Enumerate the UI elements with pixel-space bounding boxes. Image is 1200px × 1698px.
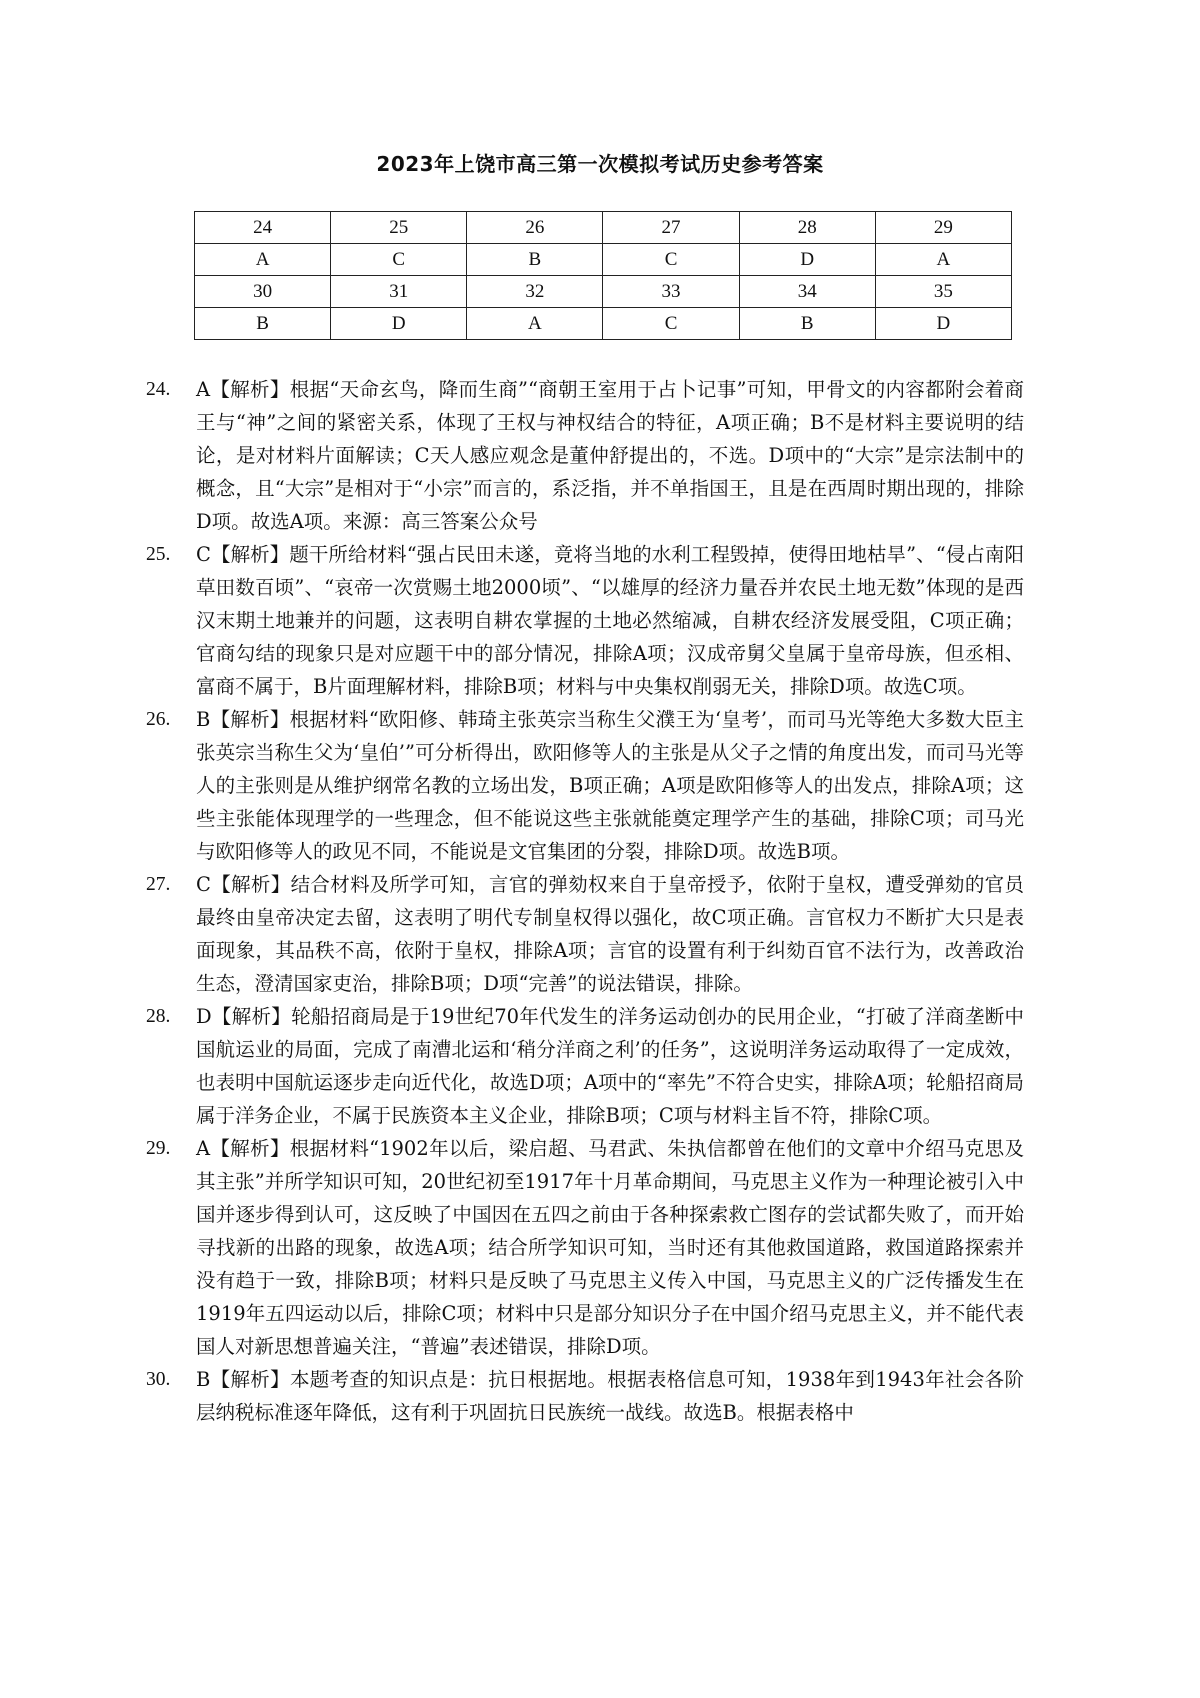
answer-row: [195, 244, 1012, 276]
question-number-cell: 29: [875, 212, 1011, 244]
question-number-cell: 27: [603, 212, 739, 244]
answer-cell: A: [195, 244, 331, 276]
answer-table-body: [195, 212, 1012, 340]
question-number-cell: 35: [875, 276, 1011, 308]
answer-cell: C: [603, 244, 739, 276]
question-number: 26.: [146, 709, 171, 730]
answer-cell: C: [603, 308, 739, 340]
explanation-item: [146, 538, 1024, 703]
question-number: 28.: [146, 1006, 171, 1027]
question-number: 25.: [146, 544, 171, 565]
explanation-item: [146, 373, 1024, 538]
question-number: 30.: [146, 1369, 171, 1390]
question-number: 24.: [146, 379, 171, 400]
question-number-cell: 32: [467, 276, 603, 308]
explanation-item: [146, 868, 1024, 1000]
answer-cell: B: [739, 308, 875, 340]
answer-cell: A: [875, 244, 1011, 276]
question-number-cell: 30: [195, 276, 331, 308]
explanation-item: [146, 703, 1024, 868]
answer-cell: B: [467, 244, 603, 276]
explanation-text: C【解析】题干所给材料“强占民田未遂，竟将当地的水利工程毁掉，使得田地枯旱”、“侵占南阳草田数百顷”、“哀帝一次赏赐土地2000顷”、“以雄厚的经济力量吞并农民土地无数”体现的是西汉末期土地兼并的问题，这表明自耕农掌握的土地必然缩减，自耕农经济发展受阻，C项正确；官商勾结的现象只是对应题干中的部分情况，排除A项；汉成帝舅父皇属于皇帝母族，但丞相、富商不属于，B片面理解材料，排除B项；材料与中央集权削弱无关，排除D项。故选C项。: [196, 543, 1024, 698]
answer-cell: D: [739, 244, 875, 276]
explanation-text: C【解析】结合材料及所学可知，言官的弹劾权来自于皇帝授予，依附于皇权，遭受弹劾的官员最终由皇帝决定去留，这表明了明代专制皇权得以强化，故C项正确。言官权力不断扩大只是表面现象，其品秩不高，依附于皇权，排除A项；言官的设置有利于纠劾百官不法行为，改善政治生态，澄清国家吏治，排除B项；D项“完善”的说法错误，排除。: [196, 873, 1024, 995]
explanation-text: A【解析】根据材料“1902年以后，梁启超、马君武、朱执信都曾在他们的文章中介绍马克思及其主张”并所学知识可知，20世纪初至1917年十月革命期间，马克思主义作为一种理论被引入中国并逐步得到认可，这反映了中国因在五四之前由于各种探索救亡图存的尝试都失败了，而开始寻找新的出路的现象，故选A项；结合所学知识可知，当时还有其他救国道路，救国道路探索并没有趋于一致，排除B项；材料只是反映了马克思主义传入中国，马克思主义的广泛传播发生在1919年五四运动以后，排除C项；材料中只是部分知识分子在中国介绍马克思主义，并不能代表国人对新思想普遍关注，“普遍”表述错误，排除D项。: [196, 1137, 1024, 1358]
question-number-cell: 34: [739, 276, 875, 308]
explanation-item: [146, 1000, 1024, 1132]
explanation-item: [146, 1132, 1024, 1363]
question-number: 29.: [146, 1138, 171, 1159]
page-title: 2023年上饶市高三第一次模拟考试历史参考答案: [376, 152, 824, 176]
answer-cell: B: [195, 308, 331, 340]
answer-cell: D: [875, 308, 1011, 340]
explanation-text: A【解析】根据“天命玄鸟，降而生商”“商朝王室用于占卜记事”可知，甲骨文的内容都附会着商王与“神”之间的紧密关系，体现了王权与神权结合的特征，A项正确；B不是材料主要说明的结论，是对材料片面解读；C天人感应观念是董仲舒提出的，不选。D项中的“大宗”是宗法制中的概念，且“大宗”是相对于“小宗”而言的，系泛指，并不单指国王，且是在西周时期出现的，排除D项。故选A项。来源：高三答案公众号: [196, 378, 1024, 533]
answer-cell: C: [331, 244, 467, 276]
question-number-row: [195, 276, 1012, 308]
question-number-cell: 24: [195, 212, 331, 244]
question-number-cell: 28: [739, 212, 875, 244]
answer-cell: A: [467, 308, 603, 340]
answer-table: [194, 211, 1012, 340]
question-number-cell: 31: [331, 276, 467, 308]
answer-cell: D: [331, 308, 467, 340]
explanation-text: D【解析】轮船招商局是于19世纪70年代发生的洋务运动创办的民用企业，“打破了洋商垄断中国航运业的局面，完成了南漕北运和‘稍分洋商之利’的任务”，这说明洋务运动取得了一定成效，也表明中国航运逐步走向近代化，故选D项；A项中的“率先”不符合史实，排除A项；轮船招商局属于洋务企业，不属于民族资本主义企业，排除B项；C项与材料主旨不符，排除C项。: [196, 1005, 1024, 1127]
question-number: 27.: [146, 874, 171, 895]
question-number-cell: 33: [603, 276, 739, 308]
explanation-text: B【解析】根据材料“欧阳修、韩琦主张英宗当称生父濮王为‘皇考’，而司马光等绝大多数大臣主张英宗当称生父为‘皇伯’”可分析得出，欧阳修等人的主张是从父子之情的角度出发，而司马光等人的主张则是从维护纲常名教的立场出发，B项正确；A项是欧阳修等人的出发点，排除A项；这些主张能体现理学的一些理念，但不能说这些主张就能奠定理学产生的基础，排除C项；司马光与欧阳修等人的政见不同，不能说是文官集团的分裂，排除D项。故选B项。: [196, 708, 1024, 863]
question-number-cell: 26: [467, 212, 603, 244]
question-number-cell: 25: [331, 212, 467, 244]
answer-row: [195, 308, 1012, 340]
question-number-row: [195, 212, 1012, 244]
explanation-list: [146, 373, 1024, 1429]
explanation-item: [146, 1363, 1024, 1429]
explanation-text: B【解析】本题考查的知识点是：抗日根据地。根据表格信息可知，1938年到1943年社会各阶层纳税标准逐年降低，这有利于巩固抗日民族统一战线。故选B。根据表格中: [196, 1368, 1024, 1424]
